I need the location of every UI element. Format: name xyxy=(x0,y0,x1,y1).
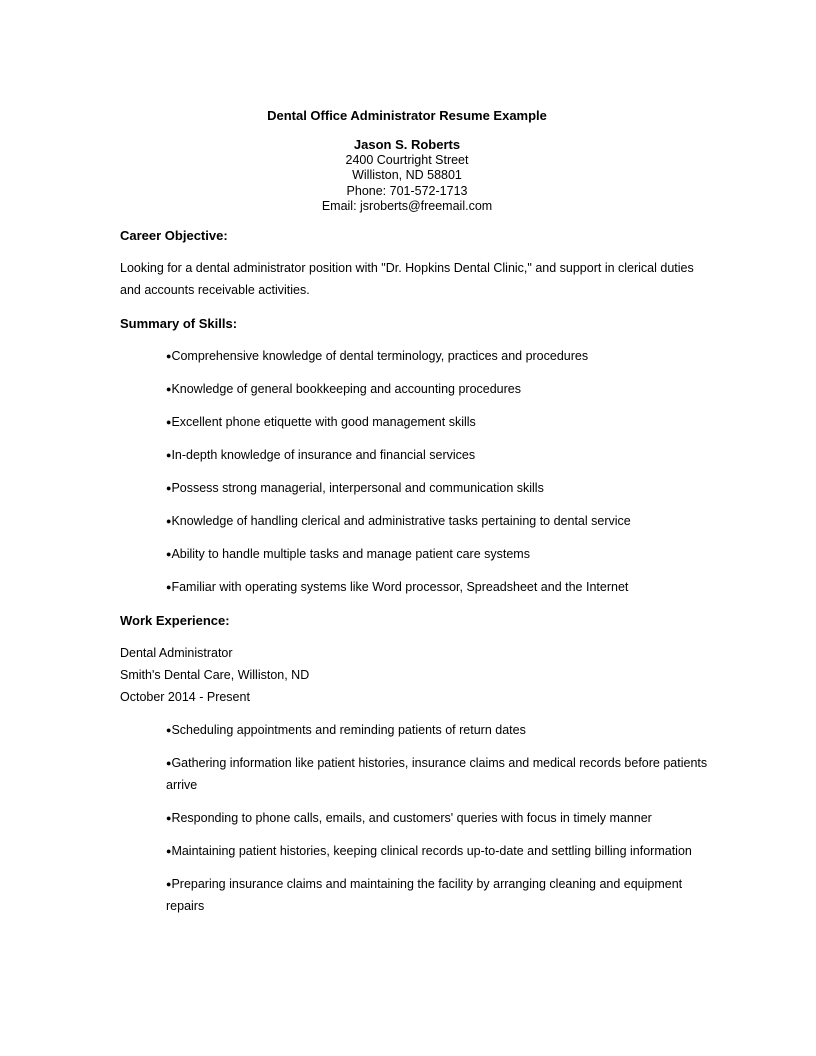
contact-city: Williston, ND 58801 xyxy=(352,168,462,182)
duty-text: Responding to phone calls, emails, and customers' queries with focus in timely manner xyxy=(171,811,652,825)
job-title: Dental Administrator xyxy=(120,646,233,660)
employer: Smith's Dental Care, Williston, ND xyxy=(120,668,310,682)
list-item xyxy=(166,576,726,598)
bullet-icon: ● xyxy=(166,758,172,768)
contact-email: Email: jsroberts@freemail.com xyxy=(321,199,493,213)
list-item xyxy=(166,807,714,829)
skill-text: Possess strong managerial, interpersonal and communication skills xyxy=(171,481,544,495)
duty-text: Maintaining patient histories, keeping clinical records up-to-date and settling billing information xyxy=(171,844,692,858)
list-item xyxy=(166,873,714,917)
bullet-icon: ● xyxy=(166,483,172,493)
list-item xyxy=(166,752,714,796)
skills-list xyxy=(166,345,726,609)
bullet-icon: ● xyxy=(166,516,172,526)
contact-phone: Phone: 701-572-1713 xyxy=(346,183,468,198)
skill-text: Excellent phone etiquette with good management skills xyxy=(171,415,476,429)
list-item xyxy=(166,477,726,499)
bullet-icon: ● xyxy=(166,450,172,460)
list-item xyxy=(166,543,726,565)
document-title: Dental Office Administrator Resume Example xyxy=(267,108,547,123)
career-objective-heading: Career Objective: xyxy=(120,228,228,243)
skills-heading: Summary of Skills: xyxy=(120,316,238,331)
bullet-icon: ● xyxy=(166,384,172,394)
contact-street: 2400 Courtright Street xyxy=(345,152,469,167)
list-item xyxy=(166,378,726,400)
skill-text: Knowledge of general bookkeeping and accounting procedures xyxy=(171,382,521,396)
applicant-name: Jason S. Roberts xyxy=(353,137,461,152)
skill-text: In-depth knowledge of insurance and financial services xyxy=(171,448,476,462)
duties-list xyxy=(166,719,714,928)
duty-text: Scheduling appointments and reminding patients of return dates xyxy=(171,723,526,737)
duty-text: Gathering information like patient histories, insurance claims and medical records before patients arrive xyxy=(166,756,708,792)
bullet-icon: ● xyxy=(166,351,172,361)
list-item xyxy=(166,411,726,433)
skill-text: Ability to handle multiple tasks and manage patient care systems xyxy=(171,547,530,561)
list-item xyxy=(166,345,726,367)
duty-text: Preparing insurance claims and maintaining the facility by arranging cleaning and equipment repairs xyxy=(166,877,683,913)
skill-text: Comprehensive knowledge of dental terminology, practices and procedures xyxy=(171,349,589,363)
bullet-icon: ● xyxy=(166,582,172,592)
skill-text: Knowledge of handling clerical and administrative tasks pertaining to dental service xyxy=(171,514,631,528)
list-item xyxy=(166,840,714,862)
career-objective-text: Looking for a dental administrator position with "Dr. Hopkins Dental Clinic," and support in clerical duties and accounts receivable activities. xyxy=(120,261,694,297)
bullet-icon: ● xyxy=(166,846,172,856)
list-item xyxy=(166,719,714,741)
bullet-icon: ● xyxy=(166,549,172,559)
list-item xyxy=(166,510,726,532)
list-item xyxy=(166,444,726,466)
bullet-icon: ● xyxy=(166,879,172,889)
work-experience-heading: Work Experience: xyxy=(120,613,230,628)
contact-block xyxy=(120,137,694,215)
bullet-icon: ● xyxy=(166,417,172,427)
bullet-icon: ● xyxy=(166,813,172,823)
skill-text: Familiar with operating systems like Word processor, Spreadsheet and the Internet xyxy=(171,580,629,594)
employment-dates: October 2014 - Present xyxy=(120,690,250,704)
bullet-icon: ● xyxy=(166,725,172,735)
